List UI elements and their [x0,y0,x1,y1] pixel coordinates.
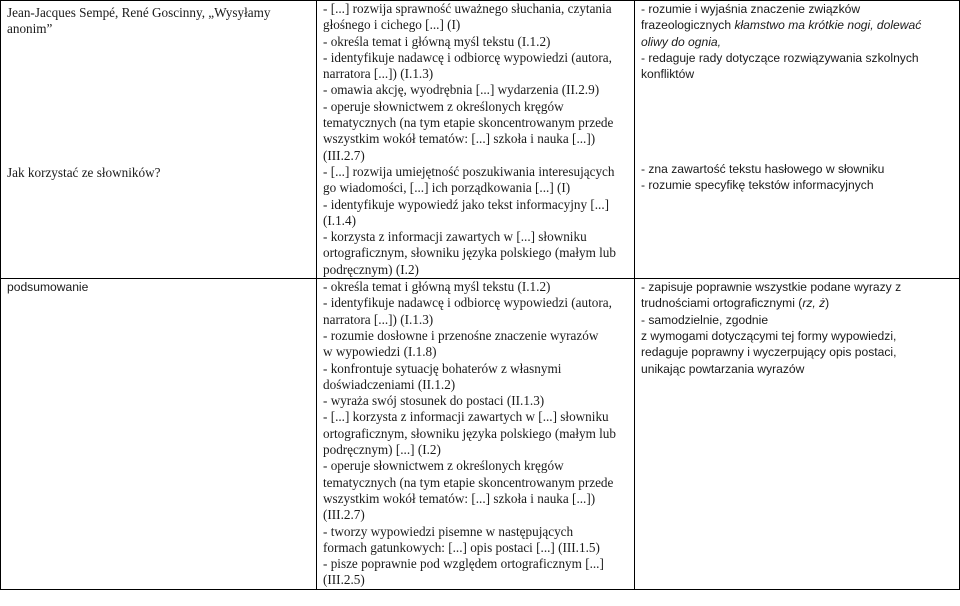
topic-line: Jak korzystać ze słowników? [7,165,161,180]
outcome-text: ) [825,296,830,311]
outcome-line: - rozumie specyfikę tekstów informacyjnych [641,178,874,193]
objective-line: - operuje słownictwem z określonych kręgów [323,98,564,114]
outcome-phrase: kłamstwo ma krótkie nogi, dolewać [734,18,922,33]
objective-line: - określa temat i główną myśl tekstu (I.1.2) [323,279,551,295]
objectives-cell [317,1,635,279]
objective-line: (III.2.5) [323,572,365,588]
objective-line: głośnego i cichego [...] (I) [323,17,461,33]
outcome-phrase: rz, ż [802,296,826,311]
objective-line: narratora [...]) (I.1.3) [323,66,434,82]
outcome-line: - zna zawartość tekstu hasłowego w słowniku [641,162,885,176]
topic-2 [7,165,310,181]
objective-line: - omawia akcję, wyodrębnia [...] wydarzenia (II.2.9) [323,82,600,98]
outcomes-cell [635,1,960,279]
outcome-line: konfliktów [641,67,695,82]
outcome-text: trudnościami ortograficznymi ( [641,296,803,311]
objective-line: - identyfikuje nadawcę i odbiorcę wypowiedzi (autora, [323,295,612,311]
topic-cell [1,279,317,590]
outcome-line: redaguje poprawny i wyczerpujący opis postaci, [641,345,897,360]
objective-line: (I.1.4) [323,212,356,228]
outcome-line [641,295,953,311]
outcome-line: - rozumie i wyjaśnia znaczenie związków [641,2,861,16]
outcomes-cell [635,279,960,590]
table-row [1,1,960,279]
outcome-line: z wymogami dotyczącymi tej formy wypowiedzi, [641,328,897,343]
objective-line: podręcznym) [...] (I.2) [323,442,441,458]
outcome-line: frazeologicznych kłamstwo ma krótkie nogi, dolewać [641,18,922,33]
outcome-line: - redaguje rady dotyczące rozwiązywania szkolnych [641,50,919,65]
objective-line: - operuje słownictwem z określonych kręgów [323,458,564,474]
objective-line: tematycznych (na tym etapie skoncentrowanym przede [323,474,614,490]
objective-line: w wypowiedzi (I.1.8) [323,344,437,360]
objective-line: - korzysta z informacji zawartych w [...] słowniku [323,229,587,245]
table-row [1,279,960,590]
topic-line: Jean-Jacques Sempé, René Goscinny, „Wysyłamy [7,5,271,20]
objective-line: podręcznym) (I.2) [323,261,419,277]
objective-line: - określa temat i główną myśl tekstu (I.1.2) [323,33,551,49]
objective-line: - identyfikuje wypowiedź jako tekst informacyjny [...] [323,196,610,212]
outcomes-block [641,161,953,194]
objective-line: - [...] korzysta z informacji zawartych w [...] słowniku [323,409,609,425]
outcomes-block [641,1,953,161]
objective-line: - rozumie dosłowne i przenośne znaczenie wyrazów [323,327,599,343]
topic-line: podsumowanie [7,280,89,295]
objective-line: wszystkim wokół tematów: [...] szkoła i nauka [...]) [323,490,596,506]
objective-line: - wyraża swój stosunek do postaci (II.1.3) [323,393,545,409]
objective-line: (III.2.7) [323,507,365,523]
topic-1 [7,5,310,165]
objective-line: wszystkim wokół tematów: [...] szkoła i nauka [...]) [323,131,596,147]
objective-line: - tworzy wypowiedzi pisemne w następujących [323,523,574,539]
objective-line: narratora [...]) (I.1.3) [323,311,434,327]
outcome-line: - zapisuje poprawnie wszystkie podane wyrazy z [641,280,902,295]
objective-line: ortograficznym, słowniku języka polskiego (małym lub [323,245,616,261]
outcome-line: - samodzielnie, zgodnie [641,312,769,327]
objective-line: - identyfikuje nadawcę i odbiorcę wypowiedzi (autora, [323,49,612,65]
objective-line: doświadczeniami (II.1.2) [323,376,456,392]
objective-line: formach gatunkowych: [...] opis postaci [...] (III.1.5) [323,539,600,555]
outcome-line: oliwy do ognia, [641,34,722,49]
objective-line: - [...] rozwija umiejętność poszukiwania interesujących [323,163,615,179]
outcome-line: unikając powtarzania wyrazów [641,361,805,376]
objective-line: - pisze poprawnie pod względem ortograficznym [...] [323,556,604,572]
objective-line: - konfrontuje sytuację bohaterów z własnymi [323,360,562,376]
objectives-cell [317,279,635,590]
objective-line: ortograficznym, słowniku języka polskiego (małym lub [323,425,616,441]
objective-line: tematycznych (na tym etapie skoncentrowanym przede [323,115,614,131]
topic-cell [1,1,317,279]
objective-line: (III.2.7) [323,147,365,163]
objective-line: - [...] rozwija sprawność uważnego słuchania, czytania [323,1,612,16]
topic-line: anonim” [7,21,53,37]
objective-line: go wiadomości, [...] ich porządkowania [...] (I) [323,180,571,196]
